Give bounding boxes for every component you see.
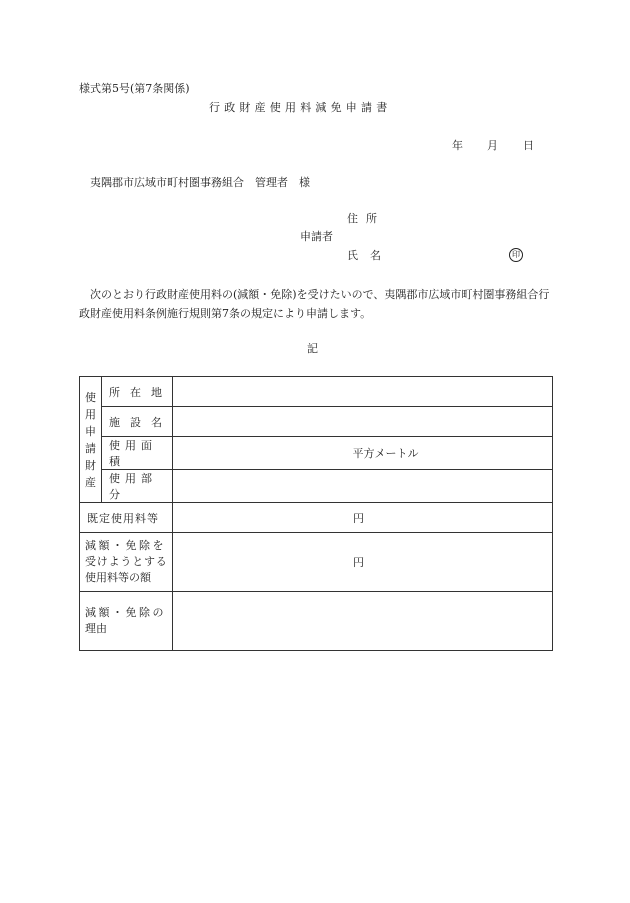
row-area [80,437,553,470]
reduction-amount-label [80,533,173,592]
reason-label-line: 減額・免除の [85,606,166,619]
group-char: 申 [85,424,96,438]
group-char: 産 [85,475,96,489]
record-table [79,376,553,651]
row-reduction-amount [80,533,553,592]
reduction-amount-unit: 円 [353,556,364,569]
reduction-amount-label-line: 受けようとする [85,555,168,568]
seal-mark: 印 [509,248,523,262]
applicant-label: 申請者 [300,230,333,243]
reason-label-line: 理由 [85,622,107,635]
reduction-amount-label-line: 減額・免除を [85,539,166,552]
row-standard-fee [80,503,553,533]
document-title: 行政財産使用料減免申請書 [209,101,392,114]
row-reason [80,592,553,651]
name-label: 氏名 [347,249,393,262]
location-field[interactable] [173,377,553,407]
group-char: 使 [85,390,96,404]
reduction-amount-field[interactable] [173,533,553,592]
form-number: 様式第5号(第7条関係) [79,82,190,95]
row-part [80,470,553,503]
row-facility [80,407,553,437]
area-unit: 平方メートル [352,447,419,460]
date-day-label: 日 [523,139,534,152]
facility-label: 施設名 [102,407,173,437]
property-group-label [80,377,102,503]
area-label: 使用面積 [102,437,173,470]
record-heading: 記 [307,342,318,355]
address-label: 住所 [347,212,385,225]
part-label: 使用部分 [102,470,173,503]
body-text: 次のとおり行政財産使用料の(減額・免除)を受けたいので、夷隅郡市広域市町村圏事務組合行政財産使用料条例施行規則第7条の規定により申請します。 [79,288,550,320]
part-field[interactable] [173,470,553,503]
standard-fee-label: 既定使用料等 [80,503,173,533]
location-label: 所在地 [102,377,173,407]
standard-fee-unit: 円 [353,511,364,525]
area-field[interactable] [173,437,553,470]
addressee: 夷隅郡市広域市町村圏事務組合 管理者 様 [90,176,310,189]
group-char: 請 [85,441,96,455]
facility-field[interactable] [173,407,553,437]
row-location [80,377,553,407]
date-year-label: 年 [452,139,463,152]
standard-fee-field[interactable] [173,503,553,533]
reason-label [80,592,173,651]
reduction-amount-label-line: 使用料等の額 [85,571,151,584]
group-char: 用 [85,407,96,421]
date-month-label: 月 [487,139,498,152]
reason-field[interactable] [173,592,553,651]
group-char: 財 [85,458,96,472]
